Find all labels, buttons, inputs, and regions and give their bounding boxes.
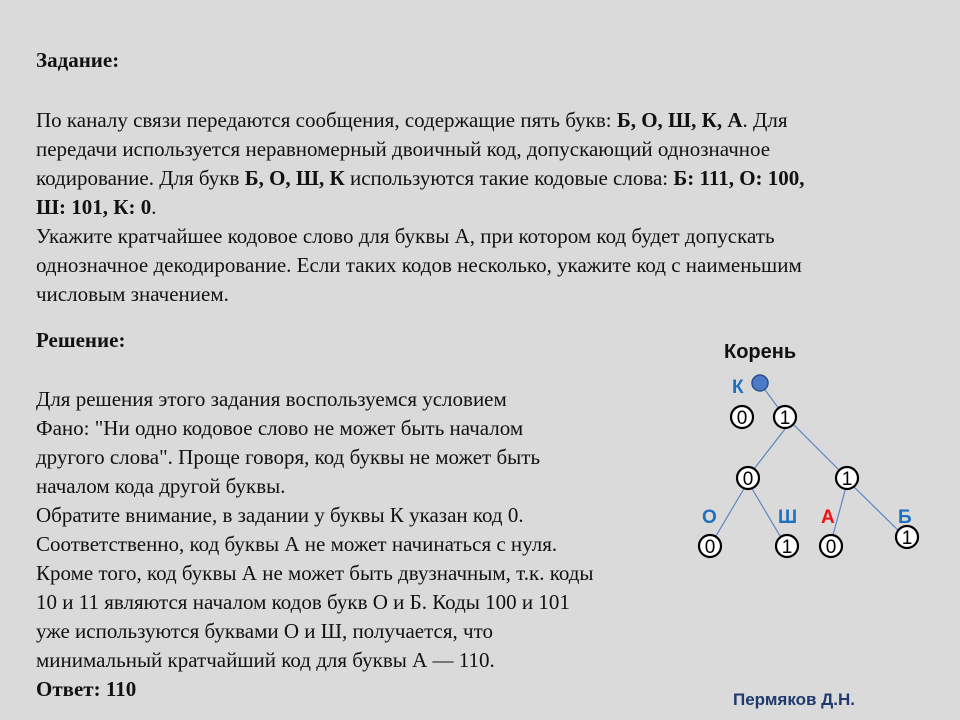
task-line-3: кодирование. Для букв Б, О, Ш, К используются такие кодовые слова: Б: 111, О: 100, [36, 166, 805, 190]
bit-node [699, 535, 721, 558]
letter-k: К [732, 377, 744, 398]
solution-line: Обратите внимание, в задании у буквы К указан код 0. [36, 503, 524, 527]
letter-b: Б [898, 507, 912, 528]
bit-node [776, 535, 798, 558]
bit-node [731, 406, 753, 429]
solution-line: Кроме того, код буквы А не может быть двузначным, т.к. коды [36, 561, 594, 585]
bit-label: 1 [841, 469, 853, 490]
letter-o: О [702, 507, 717, 528]
root-node [752, 375, 768, 391]
solution-line: Фано: "Ни одно кодовое слово не может быть началом [36, 416, 524, 440]
task-text [36, 106, 936, 309]
solution-line: началом кода другой буквы. [36, 474, 286, 498]
solution-line: минимальный кратчайший код для буквы А — 110. [36, 648, 495, 672]
code-tree-diagram [690, 335, 950, 575]
bit-node [896, 526, 918, 549]
letter-a: А [821, 507, 835, 528]
solution-line: Соответственно, код буквы А не может начинаться с нуля. [36, 532, 558, 556]
solution-line: другого слова". Проще говоря, код буквы не может быть [36, 445, 541, 469]
solution-text [36, 385, 696, 704]
bit-node [836, 467, 858, 490]
bit-node [737, 467, 759, 490]
bit-node [774, 406, 796, 429]
solution-heading: Решение: [36, 328, 126, 352]
bit-label: 1 [781, 537, 793, 558]
bit-label: 1 [779, 408, 791, 429]
author-signature: Пермяков Д.Н. [733, 690, 856, 709]
solution-line: Для решения этого задания воспользуемся условием [36, 387, 507, 411]
task-line-4: Ш: 101, К: 0. [36, 195, 157, 219]
solution-line: 10 и 11 являются началом кодов букв О и Б. Коды 100 и 101 [36, 590, 570, 614]
bit-node [820, 535, 842, 558]
task-line-2: передачи используется неравномерный двоичный код, допускающий однозначное [36, 137, 771, 161]
task-line-6: однозначное декодирование. Если таких кодов несколько, укажите код с наименьшим [36, 253, 802, 277]
answer: Ответ: 110 [36, 677, 137, 701]
task-line-1: По каналу связи передаются сообщения, содержащие пять букв: Б, О, Ш, К, А. Для [36, 108, 788, 132]
solution-line: уже используются буквами О и Ш, получается, что [36, 619, 493, 643]
bit-label: 0 [736, 408, 748, 429]
task-heading: Задание: [36, 48, 120, 72]
tree-root-label: Корень [724, 341, 797, 363]
task-line-5: Укажите кратчайшее кодовое слово для буквы А, при котором код будет допускать [36, 224, 775, 248]
bit-label: 0 [825, 537, 837, 558]
bit-label: 1 [901, 528, 913, 549]
letter-sh: Ш [778, 507, 798, 528]
bit-label: 0 [704, 537, 716, 558]
bit-label: 0 [742, 469, 754, 490]
task-line-7: числовым значением. [36, 282, 229, 306]
edge-l2right-b [850, 483, 905, 537]
